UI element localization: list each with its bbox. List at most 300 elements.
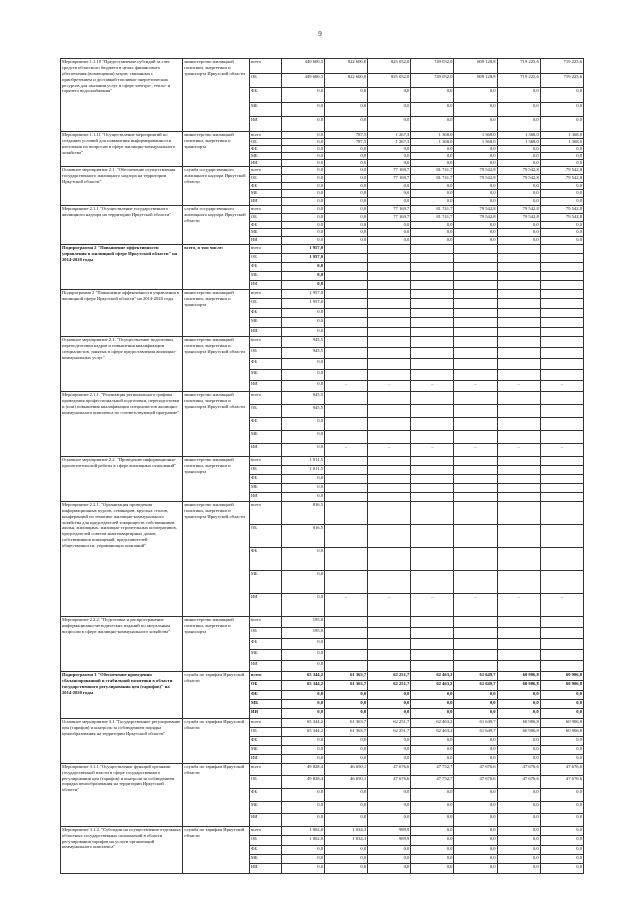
amount-cell	[454, 474, 497, 483]
amount-cell: 0,0	[281, 754, 324, 763]
funding-source: всего	[250, 616, 282, 627]
funding-source: МБ	[250, 271, 282, 280]
amount-cell: 0,0	[325, 736, 368, 745]
amount-cell	[368, 404, 411, 417]
amount-cell: 0,0	[411, 845, 454, 854]
measure-name: Мероприятие 3.1.1."Осуществление функций органами государственной власти в сфере государственного регулирования цен (тарифов) и контроля за соблюдением порядка ценообразования на территории Иркутской области"	[61, 763, 183, 826]
amount-cell: 0,0	[497, 700, 540, 709]
amount-cell: 0,0	[325, 174, 368, 182]
funding-source: ФБ	[250, 262, 282, 271]
executor: министерство жилищной политики, энергетики и транспорта Иркутской области	[183, 59, 250, 132]
amount-cell: –	[497, 443, 540, 456]
amount-cell	[454, 456, 497, 465]
amount-cell	[540, 358, 583, 369]
funding-source: ФБ	[250, 145, 282, 152]
funding-source: МБ	[250, 102, 282, 117]
measure-name: Подпрограмма 3 "Обеспечение проведения сбалансированной и стабильной политики в области государственного регулирования цен (тарифов)" на 2014-2020 годы	[61, 671, 183, 718]
amount-cell	[497, 627, 540, 638]
amount-cell	[454, 649, 497, 660]
measure-name: Мероприятие 1.1.10 "Предоставление субсидий за счет средств областного бюджета в целях финансового обеспечения (возмещения) затрат, связанных с приобретением и доставкой топливно-энергетических ресурсов для оказания услуг в сфере электро-, тепло- и горячего водоснабжения"	[61, 59, 183, 132]
amount-cell: 0,0	[454, 709, 497, 718]
amount-cell: 1 368,0	[540, 131, 583, 138]
amount-cell: 0,0	[497, 801, 540, 814]
funding-source: ИИ	[250, 492, 282, 501]
amount-cell: 0,0	[454, 745, 497, 754]
table-row	[61, 718, 584, 727]
funding-source: ФБ	[250, 221, 282, 229]
amount-cell: 0,0	[281, 649, 324, 660]
amount-cell	[540, 299, 583, 308]
measure-name: Мероприятие 1.1.11 "Осуществление мероприятий по созданию условий для повышения информированности населения по вопросам в сфере жилищно-коммунального хозяйства"	[61, 131, 183, 166]
amount-cell	[325, 262, 368, 271]
amount-cell: 0,0	[281, 690, 324, 699]
funding-source: МБ	[250, 649, 282, 660]
funding-source: ОБ	[250, 174, 282, 182]
amount-cell: 0,0	[540, 88, 583, 103]
amount-cell: 1 002,0	[281, 826, 324, 835]
amount-cell	[497, 501, 540, 524]
page-number: 9	[318, 30, 322, 38]
amount-cell: 0,0	[368, 88, 411, 103]
amount-cell	[497, 289, 540, 298]
amount-cell	[540, 474, 583, 483]
amount-cell	[325, 336, 368, 347]
amount-cell	[325, 289, 368, 298]
amount-cell: 0,0	[497, 845, 540, 854]
funding-source: ФБ	[250, 474, 282, 483]
amount-cell	[540, 465, 583, 474]
amount-cell	[325, 327, 368, 336]
amount-cell	[411, 524, 454, 547]
amount-cell: 60 906,8	[540, 718, 583, 727]
amount-cell: 65 344,2	[281, 671, 324, 680]
amount-cell: 62 463,2	[411, 681, 454, 690]
amount-cell: 0,0	[454, 826, 497, 835]
funding-source: МБ	[250, 318, 282, 327]
amount-cell: 0,0	[368, 814, 411, 827]
amount-cell	[540, 547, 583, 570]
amount-cell: 0,0	[325, 237, 368, 245]
amount-cell: 0,0	[325, 182, 368, 190]
amount-cell: 0,0	[281, 845, 324, 854]
amount-cell: 1 034,3	[325, 836, 368, 845]
amount-cell: 0,0	[454, 864, 497, 873]
amount-cell: 1 034,3	[325, 826, 368, 835]
amount-cell	[497, 308, 540, 317]
amount-cell: 195,0	[281, 627, 324, 638]
amount-cell: 65 344,2	[281, 681, 324, 690]
amount-cell: 0,0	[454, 836, 497, 845]
amount-cell: 0,0	[325, 117, 368, 132]
amount-cell: 0,0	[540, 845, 583, 854]
amount-cell	[325, 501, 368, 524]
amount-cell	[368, 638, 411, 649]
funding-source: ОБ	[250, 465, 282, 474]
amount-cell	[411, 474, 454, 483]
amount-cell: 0,0	[281, 660, 324, 671]
funding-source: МБ	[250, 229, 282, 237]
amount-cell	[411, 318, 454, 327]
amount-cell	[497, 280, 540, 289]
executor: министерство жилищной политики, энергетики и транспорта Иркутской области	[183, 391, 250, 456]
amount-cell: 0,0	[325, 754, 368, 763]
amount-cell: 749 032,0	[411, 59, 454, 74]
amount-cell	[368, 524, 411, 547]
amount-cell: 0,0	[454, 736, 497, 745]
amount-cell	[368, 262, 411, 271]
amount-cell: 60 906,8	[497, 681, 540, 690]
amount-cell	[454, 638, 497, 649]
funding-source: всего	[250, 205, 282, 213]
funding-source: ФБ	[250, 88, 282, 103]
amount-cell: 0,0	[281, 145, 324, 152]
amount-cell: 65 344,2	[281, 727, 324, 736]
table-row	[61, 763, 584, 776]
amount-cell	[325, 299, 368, 308]
amount-cell: 0,0	[281, 483, 324, 492]
amount-cell: 0,0	[540, 190, 583, 198]
amount-cell	[368, 570, 411, 593]
amount-cell: 0,0	[368, 801, 411, 814]
amount-cell: 0,0	[411, 709, 454, 718]
funding-source: ИИ	[250, 754, 282, 763]
amount-cell: 47 752,7	[411, 763, 454, 776]
amount-cell	[411, 417, 454, 430]
amount-cell	[368, 456, 411, 465]
amount-cell	[540, 347, 583, 358]
funding-source: ИИ	[250, 593, 282, 616]
executor: всего, в том числе:	[183, 244, 250, 289]
amount-cell: 0,0	[325, 745, 368, 754]
amount-cell: 47 676,6	[368, 763, 411, 776]
amount-cell	[454, 616, 497, 627]
amount-cell	[497, 474, 540, 483]
amount-cell: –	[411, 593, 454, 616]
amount-cell: 0,0	[281, 205, 324, 213]
amount-cell	[540, 271, 583, 280]
amount-cell: 0,0	[497, 864, 540, 873]
amount-cell: 47 676,6	[540, 763, 583, 776]
amount-cell: 0,0	[281, 570, 324, 593]
amount-cell: 0,0	[411, 190, 454, 198]
amount-cell	[540, 308, 583, 317]
amount-cell	[454, 660, 497, 671]
amount-cell: 62 463,2	[411, 671, 454, 680]
amount-cell	[411, 660, 454, 671]
amount-cell	[411, 369, 454, 380]
amount-cell	[368, 289, 411, 298]
amount-cell	[368, 627, 411, 638]
amount-cell: 989,9	[368, 836, 411, 845]
amount-cell	[497, 404, 540, 417]
amount-cell	[411, 336, 454, 347]
amount-cell: 0,0	[281, 152, 324, 159]
amount-cell: –	[454, 380, 497, 391]
funding-source: ИИ	[250, 237, 282, 245]
amount-cell: 0,0	[368, 117, 411, 132]
amount-cell: 0,0	[325, 166, 368, 174]
amount-cell: 1 957,0	[281, 299, 324, 308]
amount-cell: 1 011,5	[281, 465, 324, 474]
amount-cell: 47 676,6	[454, 776, 497, 789]
amount-cell: 0,0	[281, 229, 324, 237]
amount-cell: 0,0	[281, 854, 324, 863]
amount-cell: –	[497, 593, 540, 616]
amount-cell: 0,0	[540, 690, 583, 699]
funding-source: ОБ	[250, 213, 282, 221]
amount-cell	[325, 369, 368, 380]
amount-cell: 79 542,8	[454, 213, 497, 221]
funding-source: ИИ	[250, 443, 282, 456]
amount-cell: 47 676,6	[540, 776, 583, 789]
amount-cell	[540, 524, 583, 547]
amount-cell: 0,0	[325, 145, 368, 152]
amount-cell	[497, 465, 540, 474]
amount-cell: 0,0	[281, 801, 324, 814]
amount-cell: 0,0	[540, 102, 583, 117]
amount-cell	[368, 327, 411, 336]
amount-cell: 0,0	[497, 159, 540, 166]
amount-cell: 1 011,5	[281, 456, 324, 465]
amount-cell: 0,0	[540, 864, 583, 873]
amount-cell: 816,5	[281, 524, 324, 547]
amount-cell	[411, 289, 454, 298]
amount-cell: 61 649,7	[454, 681, 497, 690]
amount-cell	[368, 347, 411, 358]
amount-cell	[325, 456, 368, 465]
amount-cell: 449 600,3	[281, 73, 324, 88]
amount-cell: 1 267,3	[368, 131, 411, 138]
budget-table	[60, 58, 584, 874]
amount-cell: 0,0	[454, 845, 497, 854]
amount-cell: 0,0	[540, 745, 583, 754]
amount-cell: 0,0	[540, 801, 583, 814]
amount-cell	[540, 280, 583, 289]
amount-cell: 0,0	[497, 736, 540, 745]
amount-cell	[454, 347, 497, 358]
amount-cell: 0,0	[411, 102, 454, 117]
amount-cell: 0,0	[540, 836, 583, 845]
executor: служба по тарифам Иркутской области	[183, 671, 250, 718]
amount-cell	[540, 430, 583, 443]
amount-cell: 0,0	[281, 190, 324, 198]
amount-cell	[497, 262, 540, 271]
amount-cell: –	[411, 380, 454, 391]
amount-cell	[411, 547, 454, 570]
measure-name: Подпрограмма 2 "Повышение эффективности управления в жилищной сфере Иркутской области" на 2014-2020 годы	[61, 244, 183, 289]
amount-cell: 0,0	[281, 547, 324, 570]
amount-cell	[325, 280, 368, 289]
amount-cell	[454, 524, 497, 547]
amount-cell	[540, 627, 583, 638]
amount-cell: 0,0	[497, 182, 540, 190]
amount-cell: 0,0	[281, 327, 324, 336]
amount-cell	[454, 253, 497, 262]
amount-cell	[497, 391, 540, 404]
amount-cell	[325, 391, 368, 404]
amount-cell: 79 542,8	[454, 166, 497, 174]
amount-cell	[497, 299, 540, 308]
amount-cell	[540, 336, 583, 347]
funding-source: МБ	[250, 483, 282, 492]
amount-cell: 0,0	[540, 754, 583, 763]
amount-cell	[497, 616, 540, 627]
funding-source: МБ	[250, 801, 282, 814]
amount-cell: 0,0	[368, 690, 411, 699]
funding-source: всего	[250, 763, 282, 776]
amount-cell: 0,0	[411, 836, 454, 845]
amount-cell	[325, 347, 368, 358]
amount-cell	[325, 358, 368, 369]
amount-cell	[454, 271, 497, 280]
amount-cell: 0,0	[281, 638, 324, 649]
amount-cell: 945,5	[281, 336, 324, 347]
amount-cell: 719 225,6	[540, 59, 583, 74]
funding-source: ИИ	[250, 159, 282, 166]
amount-cell	[325, 253, 368, 262]
amount-cell	[454, 280, 497, 289]
executor: министерство жилищной политики, энергетики и транспорта	[183, 456, 250, 501]
amount-cell	[454, 483, 497, 492]
amount-cell: 0,0	[368, 198, 411, 206]
amount-cell	[368, 492, 411, 501]
amount-cell: 0,0	[454, 152, 497, 159]
funding-source: ОБ	[250, 299, 282, 308]
amount-cell: 719 225,6	[497, 73, 540, 88]
amount-cell: 0,0	[325, 854, 368, 863]
amount-cell: 81 741,7	[411, 205, 454, 213]
amount-cell: 60 906,8	[540, 671, 583, 680]
amount-cell: 0,0	[325, 789, 368, 802]
amount-cell	[325, 474, 368, 483]
amount-cell	[540, 570, 583, 593]
amount-cell: 0,0	[411, 826, 454, 835]
amount-cell: 60 906,8	[497, 671, 540, 680]
executor: служба государственного жилищного надзора Иркутской области	[183, 205, 250, 244]
amount-cell: 0,0	[325, 213, 368, 221]
amount-cell	[325, 660, 368, 671]
amount-cell: 0,0	[540, 814, 583, 827]
amount-cell	[497, 660, 540, 671]
amount-cell: 0,0	[281, 138, 324, 145]
funding-source: ИИ	[250, 327, 282, 336]
amount-cell: 0,0	[497, 814, 540, 827]
amount-cell	[411, 501, 454, 524]
amount-cell: 0,0	[281, 213, 324, 221]
table-row	[61, 131, 584, 138]
amount-cell: –	[411, 443, 454, 456]
executor: министерство жилищной политики, энергетики и транспорта Иркутской области	[183, 501, 250, 616]
amount-cell: 0,0	[497, 754, 540, 763]
executor: служба по тарифам Иркутской области	[183, 763, 250, 826]
amount-cell	[497, 492, 540, 501]
funding-source: всего	[250, 826, 282, 835]
funding-source: ИИ	[250, 117, 282, 132]
amount-cell	[411, 299, 454, 308]
amount-cell	[325, 616, 368, 627]
amount-cell	[325, 318, 368, 327]
table-row	[61, 244, 584, 253]
amount-cell: 0,0	[325, 190, 368, 198]
amount-cell	[540, 391, 583, 404]
amount-cell	[368, 417, 411, 430]
funding-source: всего	[250, 244, 282, 253]
funding-source: всего	[250, 391, 282, 404]
amount-cell: 0,0	[368, 754, 411, 763]
amount-cell	[454, 336, 497, 347]
funding-source: МБ	[250, 745, 282, 754]
amount-cell: 0,0	[411, 152, 454, 159]
amount-cell: 0,0	[325, 801, 368, 814]
amount-cell: 787,5	[325, 138, 368, 145]
amount-cell	[325, 649, 368, 660]
amount-cell: 0,0	[281, 814, 324, 827]
funding-source: ОБ	[250, 347, 282, 358]
amount-cell: 0,0	[281, 593, 324, 616]
amount-cell: 1 957,0	[281, 289, 324, 298]
amount-cell: 945,5	[281, 347, 324, 358]
amount-cell: 81 741,7	[411, 213, 454, 221]
amount-cell	[497, 271, 540, 280]
amount-cell: 47 676,6	[368, 776, 411, 789]
amount-cell	[325, 430, 368, 443]
amount-cell: 79 542,8	[540, 213, 583, 221]
amount-cell: 0,0	[281, 864, 324, 873]
funding-source: ОБ	[250, 404, 282, 417]
amount-cell: 1 368,0	[540, 138, 583, 145]
amount-cell	[368, 369, 411, 380]
amount-cell: 0,0	[497, 190, 540, 198]
amount-cell	[368, 271, 411, 280]
amount-cell: 0,0	[540, 159, 583, 166]
amount-cell	[540, 404, 583, 417]
amount-cell: 0,0	[325, 864, 368, 873]
amount-cell	[497, 417, 540, 430]
amount-cell: 0,0	[281, 174, 324, 182]
amount-cell	[497, 327, 540, 336]
amount-cell: 79 542,8	[454, 205, 497, 213]
amount-cell: 81 741,7	[411, 174, 454, 182]
funding-source: всего	[250, 59, 282, 74]
amount-cell: 60 906,8	[497, 718, 540, 727]
amount-cell: 79 542,8	[497, 174, 540, 182]
amount-cell: 0,0	[454, 700, 497, 709]
amount-cell: 719 225,6	[540, 73, 583, 88]
amount-cell	[411, 483, 454, 492]
amount-cell: 0,0	[454, 198, 497, 206]
amount-cell: 0,0	[281, 271, 324, 280]
amount-cell	[540, 456, 583, 465]
funding-source: всего	[250, 718, 282, 727]
amount-cell: 0,0	[411, 700, 454, 709]
amount-cell: 79 542,8	[540, 205, 583, 213]
funding-source: ИИ	[250, 380, 282, 391]
amount-cell: 0,0	[411, 854, 454, 863]
amount-cell: 0,0	[540, 789, 583, 802]
amount-cell: 0,0	[411, 221, 454, 229]
executor: министерство жилищной политики, энергетики и транспорта	[183, 131, 250, 166]
amount-cell	[368, 483, 411, 492]
amount-cell: 449 600,3	[281, 59, 324, 74]
amount-cell	[325, 483, 368, 492]
amount-cell: 0,0	[454, 117, 497, 132]
amount-cell	[411, 262, 454, 271]
amount-cell: 0,0	[454, 145, 497, 152]
amount-cell: 0,0	[540, 700, 583, 709]
amount-cell: –	[325, 380, 368, 391]
amount-cell: 0,0	[540, 736, 583, 745]
amount-cell	[368, 358, 411, 369]
